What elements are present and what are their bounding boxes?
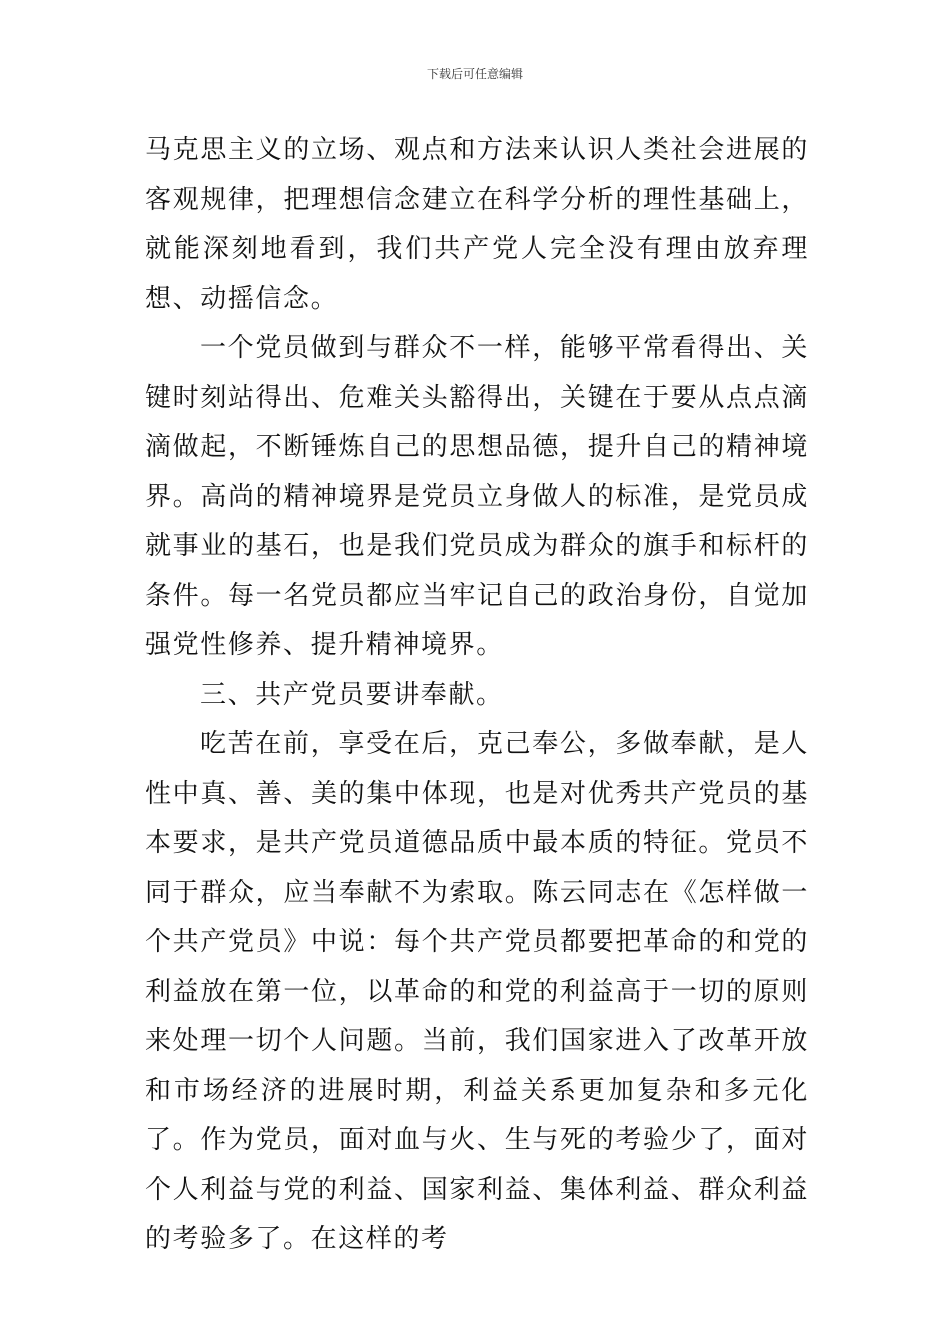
paragraph-continuation: 马克思主义的立场、观点和方法来认识人类社会进展的客观规律，把理想信念建立在科学分析的理性基础上，就能深刻地看到，我们共产党人完全没有理由放弃理想、动摇信念。: [145, 135, 809, 314]
paragraph: 一个党员做到与群众不一样，能够平常看得出、关键时刻站得出、危难关头豁得出，关键在于要从点点滴滴做起，不断锤炼自己的思想品德，提升自己的精神境界。高尚的精神境界是党员立身做人的标准，是党员成就事业的基石，也是我们党员成为群众的旗手和标杆的条件。每一名党员都应当牢记自己的政治身份，自觉加强党性修养、提升精神境界。: [145, 333, 809, 660]
page-header: 下载后可任意编辑: [426, 67, 523, 81]
section-heading: 三、共产党员要讲奉献。: [200, 679, 504, 710]
document-body: [145, 126, 809, 1265]
paragraph: 吃苦在前，享受在后，克己奉公，多做奉献，是人性中真、善、美的集中体现，也是对优秀共产党员的基本要求，是共产党员道德品质中最本质的特征。党员不同于群众，应当奉献不为索取。陈云同志在《怎样做一个共产党员》中说：每个共产党员都要把革命的和党的利益放在第一位，以革命的和党的利益高于一切的原则来处理一切个人问题。当前，我们国家进入了改革开放和市场经济的进展时期，利益关系更加复杂和多元化了。作为党员，面对血与火、生与死的考验少了，面对个人利益与党的利益、国家利益、集体利益、群众利益的考验多了。在这样的考: [145, 729, 809, 1254]
